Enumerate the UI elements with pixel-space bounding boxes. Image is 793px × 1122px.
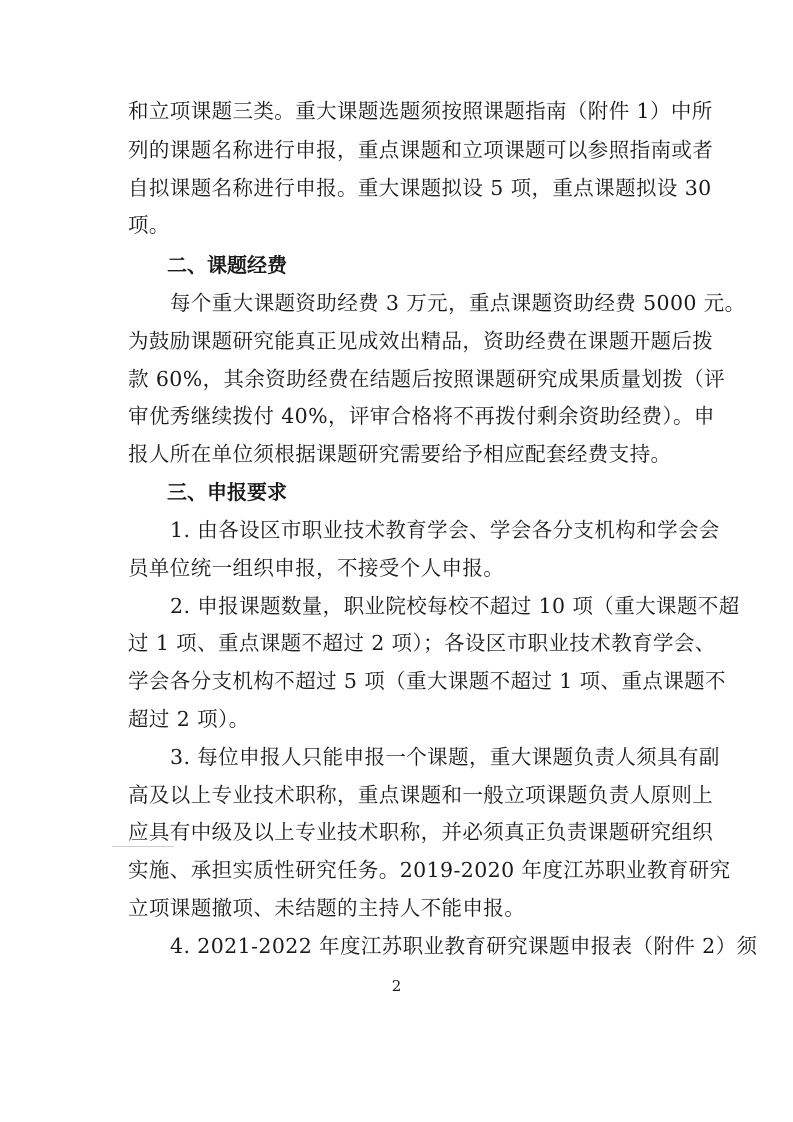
paragraph-line: 审优秀继续拨付 40%，评审合格将不再拨付剩余资助经费）。申 — [128, 404, 715, 428]
list-item-line: 超过 2 项）。 — [128, 707, 250, 731]
list-item-line: 4. 2021-2022 年度江苏职业教育研究课题申报表（附件 2）须 — [170, 934, 758, 958]
list-item-line: 立项课题撤项、未结题的主持人不能申报。 — [128, 896, 526, 920]
list-item-line: 应具有中级及以上专业技术职称，并必须真正负责课题研究组织 — [128, 820, 714, 844]
paragraph-line: 每个重大课题资助经费 3 万元，重点课题资助经费 5000 元。 — [170, 291, 746, 315]
list-item-line: 高及以上专业技术职称，重点课题和一般立项课题负责人原则上 — [128, 783, 714, 807]
section-heading-funding: 二、课题经费 — [167, 253, 287, 277]
list-item-line: 2. 申报课题数量，职业院校每校不超过 10 项（重大课题不超 — [170, 594, 740, 618]
list-item-line: 3. 每位申报人只能申报一个课题，重大课题负责人须具有副 — [170, 745, 720, 769]
list-item-line: 员单位统一组织申报，不接受个人申报。 — [128, 556, 505, 580]
scan-artifact-line — [112, 846, 174, 847]
paragraph-line: 款 60%，其余资助经费在结题后按照课题研究成果质量划拨（评 — [128, 367, 726, 391]
paragraph-line: 和立项课题三类。重大课题选题须按照课题指南（附件 1）中所 — [128, 99, 713, 123]
list-item-line: 实施、承担实质性研究任务。2019-2020 年度江苏职业教育研究 — [128, 858, 731, 882]
paragraph-line: 报人所在单位须根据课题研究需要给予相应配套经费支持。 — [128, 442, 672, 466]
list-item-line: 1. 由各设区市职业技术教育学会、学会各分支机构和学会会 — [170, 518, 720, 542]
page-number: 2 — [391, 977, 402, 995]
paragraph-line: 项。 — [128, 213, 170, 237]
paragraph-line: 为鼓励课题研究能真正见成效出精品，资助经费在课题开题后拨 — [128, 329, 714, 353]
section-heading-requirements: 三、申报要求 — [167, 480, 287, 504]
list-item-line: 过 1 项、重点课题不超过 2 项）；各设区市职业技术教育学会、 — [128, 631, 716, 655]
list-item-line: 学会各分支机构不超过 5 项（重大课题不超过 1 项、重点课题不 — [128, 669, 726, 693]
paragraph-line: 列的课题名称进行申报，重点课题和立项课题可以参照指南或者 — [128, 138, 714, 162]
paragraph-line: 自拟课题名称进行申报。重大课题拟设 5 项，重点课题拟设 30 — [128, 176, 712, 200]
